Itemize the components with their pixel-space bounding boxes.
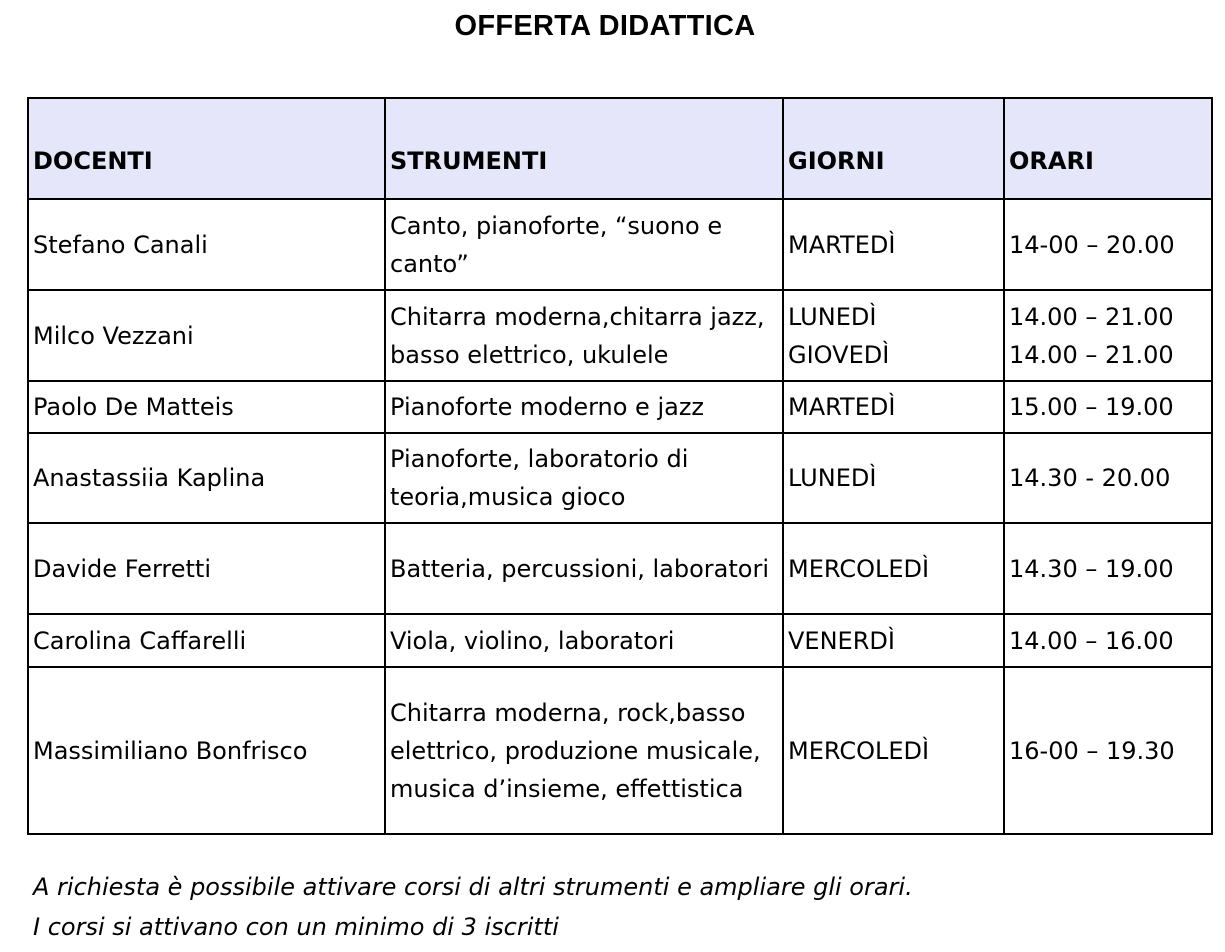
docente-cell: Carolina Caffarelli	[28, 614, 385, 667]
orari-cell	[1004, 614, 1212, 667]
table-row	[28, 433, 1212, 523]
orario-value: 14.00 – 21.00	[1009, 340, 1174, 369]
docente-cell: Anastassiia Kaplina	[28, 433, 385, 523]
strumenti-cell: Viola, violino, laboratori	[385, 614, 783, 667]
giorni-cell	[783, 433, 1004, 523]
offer-table	[27, 97, 1213, 835]
giorno-value: MERCOLEDÌ	[788, 554, 930, 583]
strumenti-cell: Canto, pianoforte, “suono e canto”	[385, 199, 783, 290]
docente-cell: Davide Ferretti	[28, 523, 385, 614]
orario-value: 14.30 – 19.00	[1009, 554, 1174, 583]
strumenti-cell: Pianoforte moderno e jazz	[385, 381, 783, 433]
header-orari: ORARI	[1004, 98, 1212, 199]
giorni-cell	[783, 667, 1004, 834]
giorni-cell	[783, 614, 1004, 667]
orari-cell	[1004, 433, 1212, 523]
giorni-cell	[783, 199, 1004, 290]
orario-value: 14.00 – 21.00	[1009, 302, 1174, 331]
strumenti-cell: Chitarra moderna, rock,basso elettrico, produzione musicale, musica d’insieme, effettistica	[385, 667, 783, 834]
docente-cell: Milco Vezzani	[28, 290, 385, 381]
giorno-value: MERCOLEDÌ	[788, 736, 930, 765]
header-giorni: GIORNI	[783, 98, 1004, 199]
orari-cell	[1004, 290, 1212, 381]
giorno-value: VENERDÌ	[788, 626, 895, 655]
header-strumenti: STRUMENTI	[385, 98, 783, 199]
table-row	[28, 614, 1212, 667]
giorni-cell	[783, 290, 1004, 381]
giorni-cell	[783, 381, 1004, 433]
footnote-line-1: A richiesta è possibile attivare corsi di altri strumenti e ampliare gli orari.	[33, 873, 913, 901]
giorno-value: GIOVEDÌ	[788, 340, 890, 369]
orari-cell	[1004, 381, 1212, 433]
page-title: OFFERTA DIDATTICA	[454, 10, 756, 42]
table-row	[28, 667, 1212, 834]
strumenti-cell: Chitarra moderna,chitarra jazz, basso elettrico, ukulele	[385, 290, 783, 381]
orario-value: 14.00 – 16.00	[1009, 626, 1174, 655]
orari-cell	[1004, 667, 1212, 834]
giorno-value: LUNEDÌ	[788, 302, 877, 331]
docente-cell: Massimiliano Bonfrisco	[28, 667, 385, 834]
orari-cell	[1004, 523, 1212, 614]
header-docenti: DOCENTI	[28, 98, 385, 199]
orario-value: 15.00 – 19.00	[1009, 393, 1174, 421]
table-row	[28, 199, 1212, 290]
docente-cell: Stefano Canali	[28, 199, 385, 290]
orari-cell	[1004, 199, 1212, 290]
giorno-value: MARTEDÌ	[788, 230, 896, 259]
table-row	[28, 381, 1212, 433]
docente-cell: Paolo De Matteis	[28, 381, 385, 433]
strumenti-cell: Batteria, percussioni, laboratori	[385, 523, 783, 614]
table-row	[28, 523, 1212, 614]
orario-value: 14.30 - 20.00	[1009, 464, 1171, 492]
strumenti-cell: Pianoforte, laboratorio di teoria,musica gioco	[385, 433, 783, 523]
giorno-value: MARTEDÌ	[788, 393, 896, 421]
table-header-row	[28, 98, 1212, 199]
footnote-line-2: I corsi si attivano con un minimo di 3 iscritti	[33, 913, 559, 941]
orario-value: 16-00 – 19.30	[1009, 736, 1175, 765]
giorno-value: LUNEDÌ	[788, 464, 877, 492]
table-row	[28, 290, 1212, 381]
giorni-cell	[783, 523, 1004, 614]
orario-value: 14-00 – 20.00	[1009, 230, 1175, 259]
